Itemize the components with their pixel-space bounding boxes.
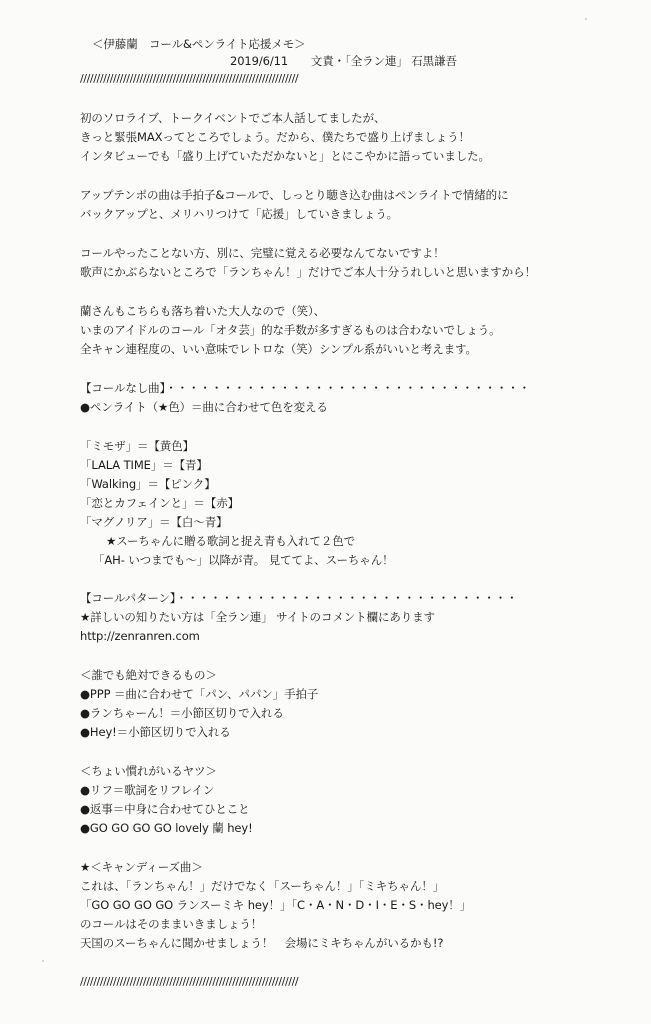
intro-line: インタビューでも「盛り上げていただかないと」とにこやかに語っていました。 bbox=[80, 149, 490, 163]
call-item: ●返事＝中身に合わせてひとこと bbox=[80, 802, 250, 816]
scan-speck bbox=[42, 960, 44, 962]
scan-speck bbox=[585, 18, 587, 20]
paragraph-line: 歌声にかぶらないところで「ランちゃん！」だけでご本人十分うれしいと思いますから！ bbox=[80, 265, 536, 279]
song-color-item: 「LALA TIME」＝【青】 bbox=[80, 458, 208, 472]
penlight-rule: ●ペンライト（★色）＝曲に合わせて色を変える bbox=[80, 400, 328, 414]
call-item: ●GO GO GO GO lovely 蘭 hey! bbox=[80, 821, 253, 835]
section-header-call-pattern: 【コールパターン】・・・・・・・・・・・・・・・・・・・・・・・・・・・・・・ bbox=[80, 591, 518, 605]
candies-line: 天国のスーちゃんに聞かせましょう！ 会場にミキちゃんがいるかも!? bbox=[80, 936, 444, 950]
document-title: ＜伊藤蘭 コール&ペンライト応援メモ＞ bbox=[92, 37, 306, 51]
call-item: ●PPP ＝曲に合わせて「パン、パパン」手拍子 bbox=[80, 687, 319, 701]
intro-line: きっと緊張MAXってところでしょう。だから、僕たちで盛り上げましょう！ bbox=[80, 130, 470, 144]
call-item: ●ランちゃーん！＝小節区切りで入れる bbox=[80, 706, 284, 720]
paragraph-line: 全キャン連程度の、いい意味でレトロな（笑）シンプル系がいいと考えます。 bbox=[80, 342, 477, 356]
section-header-no-call: 【コールなし曲】・・・・・・・・・・・・・・・・・・・・・・・・・・・・・・・・ bbox=[80, 381, 531, 395]
candies-line: のコールはそのままいきましょう！ bbox=[80, 917, 263, 931]
section-header-practice: ＜ちょい慣れがいるヤツ＞ bbox=[80, 764, 217, 778]
paragraph-line: いまのアイドルのコール「オタ芸」的な手数が多すぎるものは合わないでしょう。 bbox=[80, 323, 501, 337]
paragraph-line: コールやったことない方、別に、完璧に覚える必要なんてないですよ！ bbox=[80, 246, 445, 260]
song-color-item: 「マグノリア」＝【白～青】 bbox=[80, 515, 228, 529]
candies-line: これは、「ランちゃん！」だけでなく「スーちゃん！」「ミキちゃん！」 bbox=[80, 879, 445, 893]
paragraph-line: アップテンポの曲は手拍子&コールで、しっとり聴き込む曲はペンライトで情緒的に bbox=[80, 188, 509, 202]
song-color-item: 「恋とカフェインと」＝【赤】 bbox=[80, 496, 240, 510]
call-pattern-info: ★詳しいの知りたい方は「全ラン連」 サイトのコメント欄にあります bbox=[80, 610, 435, 624]
byline: 2019/6/11 文責・「全ラン連」 石黒謙吾 bbox=[230, 54, 457, 68]
candies-line: 「GO GO GO GO ランスーミキ hey！」「C・A・N・D・I・E・S・hey！」 bbox=[80, 898, 472, 912]
section-header-anyone: ＜誰でも絶対できるもの＞ bbox=[80, 668, 217, 682]
call-item: ●Hey!＝小節区切りで入れる bbox=[80, 725, 231, 739]
paragraph-line: 蘭さんもこちらも落ち着いた大人なので（笑）、 bbox=[80, 304, 326, 318]
song-note: 「AH- いつまでも～」以降が青。 見ててよ、スーちゃん！ bbox=[93, 553, 394, 567]
intro-line: 初のソロライブ、トークイベントでご本人話してましたが、 bbox=[80, 111, 386, 125]
song-note: ★スーちゃんに贈る歌詞と捉え青も入れて２色で bbox=[106, 534, 356, 548]
song-color-item: 「ミモザ」＝【黄色】 bbox=[80, 439, 194, 453]
divider-top: ////////////////////////////////////////////////////////////////// bbox=[80, 72, 299, 85]
divider-bottom: ////////////////////////////////////////////////////////////////// bbox=[80, 975, 299, 988]
section-header-candies: ★＜キャンディーズ曲＞ bbox=[80, 860, 203, 874]
paragraph-line: バックアップと、メリハリつけて「応援」していきましょう。 bbox=[80, 207, 399, 221]
call-item: ●リフ＝歌詞をリフレイン bbox=[80, 783, 215, 797]
website-url: http://zenranren.com bbox=[80, 629, 200, 643]
song-color-item: 「Walking」＝【ピンク】 bbox=[80, 477, 216, 491]
